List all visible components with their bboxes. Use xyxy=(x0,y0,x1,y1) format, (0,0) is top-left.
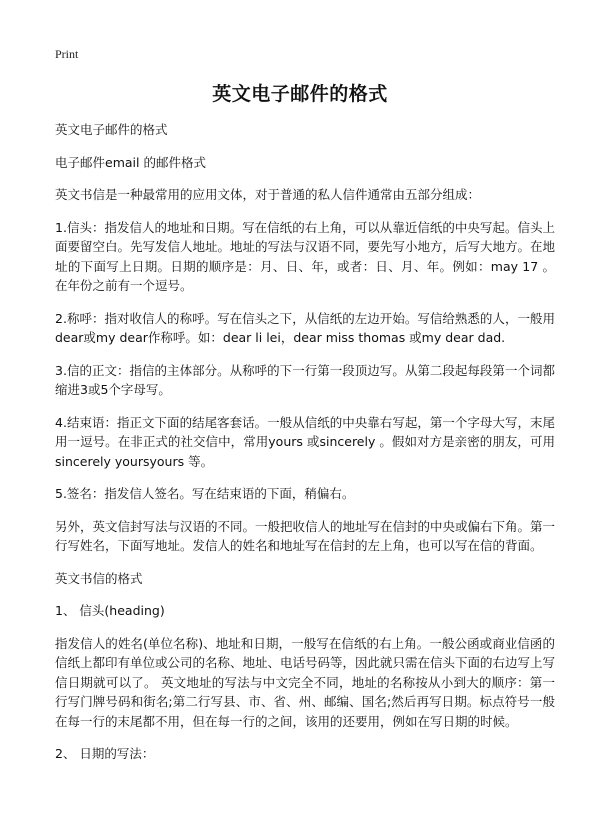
heading-paragraph: 1.信头：指发信人的地址和日期。写在信纸的右上角，可以从靠近信纸的中央写起。信头上面要留空白。先写发信人地址。地址的写法与汉语不同，要先写小地方，后写大地方。在地址的下面写上日期。日期的顺序是：月、日、年，或者：日、月、年。例如：may 17 。在年份之前有一个逗号。 xyxy=(55,219,556,293)
signature-paragraph: 5.签名：指发信人签名。写在结束语的下面，稍偏右。 xyxy=(55,486,355,501)
body-paragraph: 3.信的正文：指信的主体部分。从称呼的下一行第一段顶边写。从第二段起每段第一个词都缩进3或5个字母写。 xyxy=(55,362,555,397)
document-title: 英文电子邮件的格式 xyxy=(212,83,388,105)
document-body xyxy=(55,120,555,777)
subtitle-paragraph: 英文电子邮件的格式 xyxy=(55,122,168,137)
email-format-paragraph: 电子邮件email 的邮件格式 xyxy=(55,154,206,170)
heading-subsection: 1、 信头(heading) xyxy=(55,603,165,618)
heading-detail-paragraph: 指发信人的姓名(单位名称)、地址和日期，一般写在信纸的右上角。一般公函或商业信函的信纸上都印有单位或公司的名称、地址、电话号码等，因此就只需在信头下面的右边写上写信日期就可以了。 英文地址的写法与中文完全不同，地址的名称按从小到大的顺序：第一行写门牌号码和街名;第二行写县、市、省、州、邮编、国名;然后再写日期。标点符号一般在每一行的末尾都不用，但在每一行的之间，该用的还要用，例如在写日期的时候。 xyxy=(55,635,556,729)
intro-paragraph: 英文书信是一种最常用的应用文体，对于普通的私人信件通常由五部分组成： xyxy=(55,187,481,202)
closing-paragraph: 4.结束语：指正文下面的结尾客套话。一般从信纸的中央靠右写起，第一个字母大写，末尾用一逗号。在非正式的社交信中，常用yours 或sincerely 。假如对方是亲密的朋友，可用sincerely yoursyours 等。 xyxy=(55,414,555,469)
section-heading: 英文书信的格式 xyxy=(55,570,143,586)
salutation-paragraph: 2.称呼：指对收信人的称呼。写在信头之下，从信纸的左边开始。写信给熟悉的人，一般用dear或my dear作称呼。如：dear li lei，dear miss thomas 或my dear dad. xyxy=(55,310,555,345)
print-link[interactable]: Print xyxy=(55,47,79,61)
date-subsection: 2、 日期的写法： xyxy=(55,746,155,761)
envelope-paragraph: 另外，英文信封写法与汉语的不同。一般把收信人的地址写在信封的中央或偏右下角。第一行写姓名，下面写地址。发信人的姓名和地址写在信封的左上角，也可以写在信的背面。 xyxy=(55,518,556,553)
